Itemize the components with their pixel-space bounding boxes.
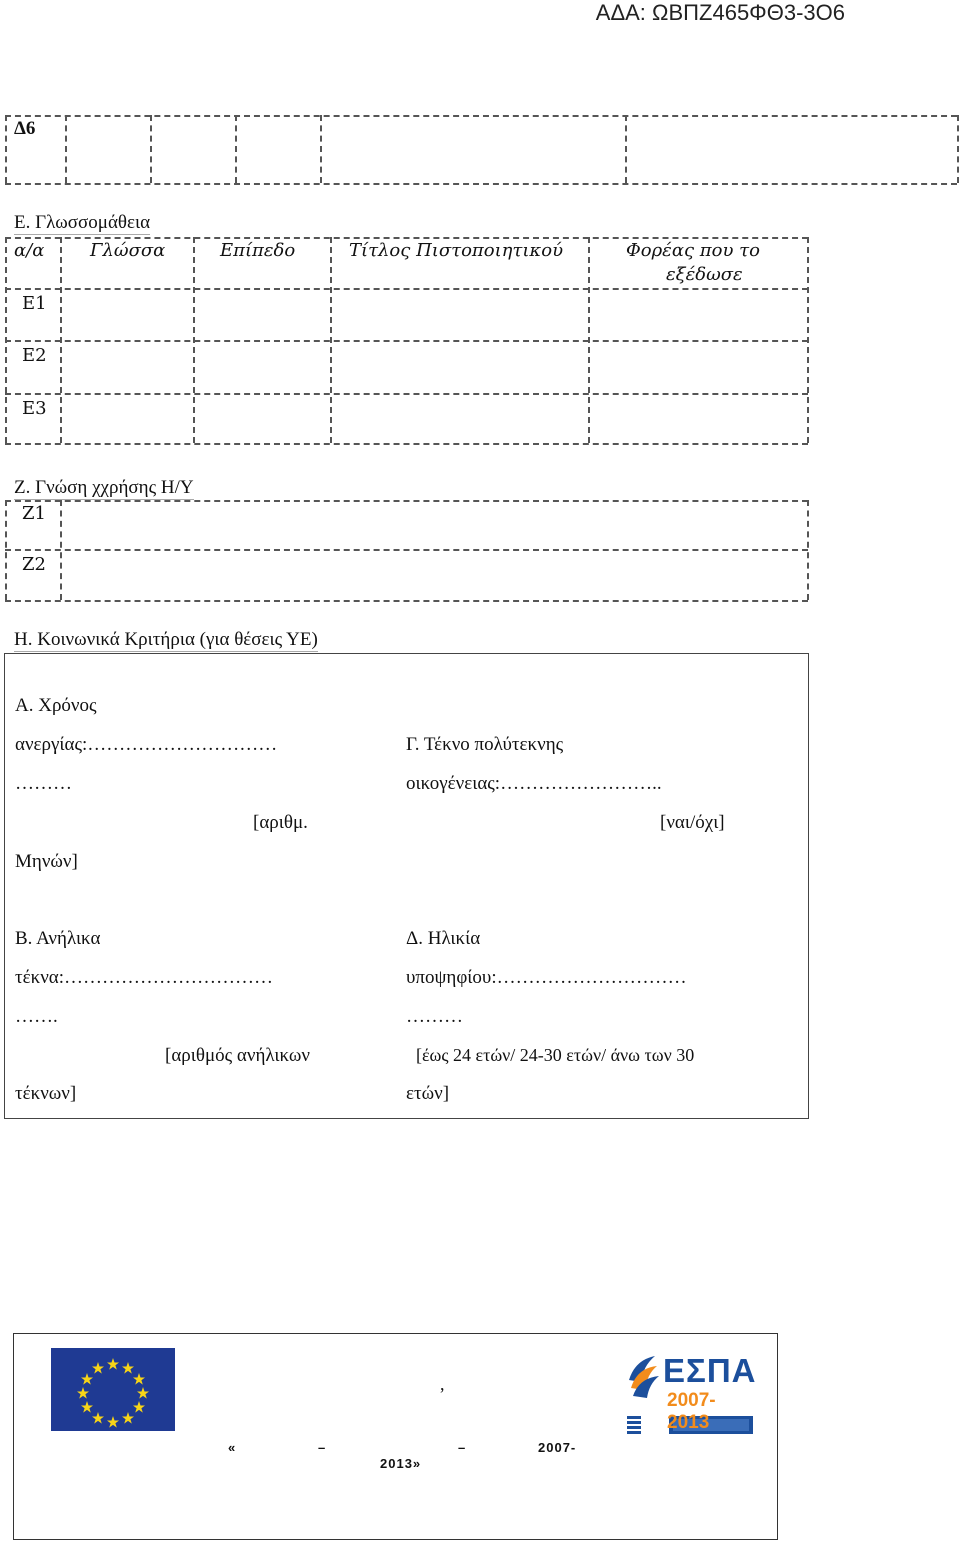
section-e-title: Ε. Γλωσσομάθεια	[14, 212, 151, 233]
criterion-d-line: υποψηφίου:…………………………	[406, 967, 687, 988]
criterion-d-label: Δ. Ηλικία	[406, 928, 481, 949]
espa-title: ΕΣΠΑ	[663, 1352, 757, 1389]
criterion-a-line: ανεργίας:…………………………	[15, 734, 278, 755]
criterion-a-dots: ………	[15, 773, 72, 794]
row-label-z2: Ζ2	[22, 554, 46, 575]
criterion-a-hint-line2: Μηνών]	[15, 851, 78, 872]
col-header-certificate-title: Τίτλος Πιστοποιητικού	[349, 240, 564, 261]
criterion-d-hint-line2: ετών]	[406, 1083, 450, 1104]
espa-logo	[625, 1352, 755, 1438]
ada-code: ΑΔΑ: ΩΒΠΖ465ΦΘ3-3Ο6	[595, 0, 845, 25]
row-label-d6: Δ6	[14, 118, 36, 139]
row-label-e2: Ε2	[22, 345, 47, 366]
footer-year-start: 2007-	[538, 1440, 577, 1455]
criterion-c-hint: [ναι/όχι]	[660, 812, 725, 833]
criterion-a-hint: [αριθμ.	[253, 812, 308, 833]
criterion-b-hint: [αριθμός ανήλικων	[165, 1045, 311, 1066]
espa-years: 2007-2013	[667, 1390, 716, 1433]
criterion-b-label: Β. Ανήλικα	[15, 928, 101, 949]
criterion-b-hint-line2: τέκνων]	[15, 1083, 77, 1104]
eu-flag-icon	[51, 1348, 175, 1431]
footer-dash-2: –	[458, 1440, 467, 1455]
criterion-b-line: τέκνα:……………………………	[15, 967, 274, 988]
criterion-a-label: Α. Χρόνος	[15, 695, 97, 716]
footer-quote-open: «	[228, 1440, 237, 1455]
col-header-issuer: Φορέας που το	[626, 240, 760, 261]
col-header-language: Γλώσσα	[90, 240, 166, 261]
row-label-z1: Ζ1	[22, 503, 46, 524]
section-z-title: Ζ. Γνώση χχρήσης Η/Υ	[14, 477, 194, 498]
row-label-e1: Ε1	[22, 293, 47, 314]
footer-dash-1: –	[318, 1440, 327, 1455]
col-header-aa: α/α	[14, 240, 45, 261]
footer-comma: ,	[440, 1374, 445, 1394]
row-label-e3: Ε3	[22, 398, 47, 419]
criterion-c-line: οικογένειας:……………………..	[406, 773, 662, 794]
criterion-d-hint: [έως 24 ετών/ 24-30 ετών/ άνω των 30	[416, 1045, 695, 1065]
footer-year-end: 2013»	[380, 1456, 422, 1471]
criterion-d-dots: ………	[406, 1006, 463, 1027]
criterion-c-label: Γ. Τέκνο πολύτεκνης	[406, 734, 564, 755]
col-header-issuer-line2: εξέδωσε	[666, 264, 743, 285]
col-header-level: Επίπεδο	[220, 240, 296, 261]
section-h-title: Η. Κοινωνικά Κριτήρια (για θέσεις ΥΕ)	[14, 629, 318, 650]
criterion-b-dots: …….	[15, 1006, 58, 1027]
